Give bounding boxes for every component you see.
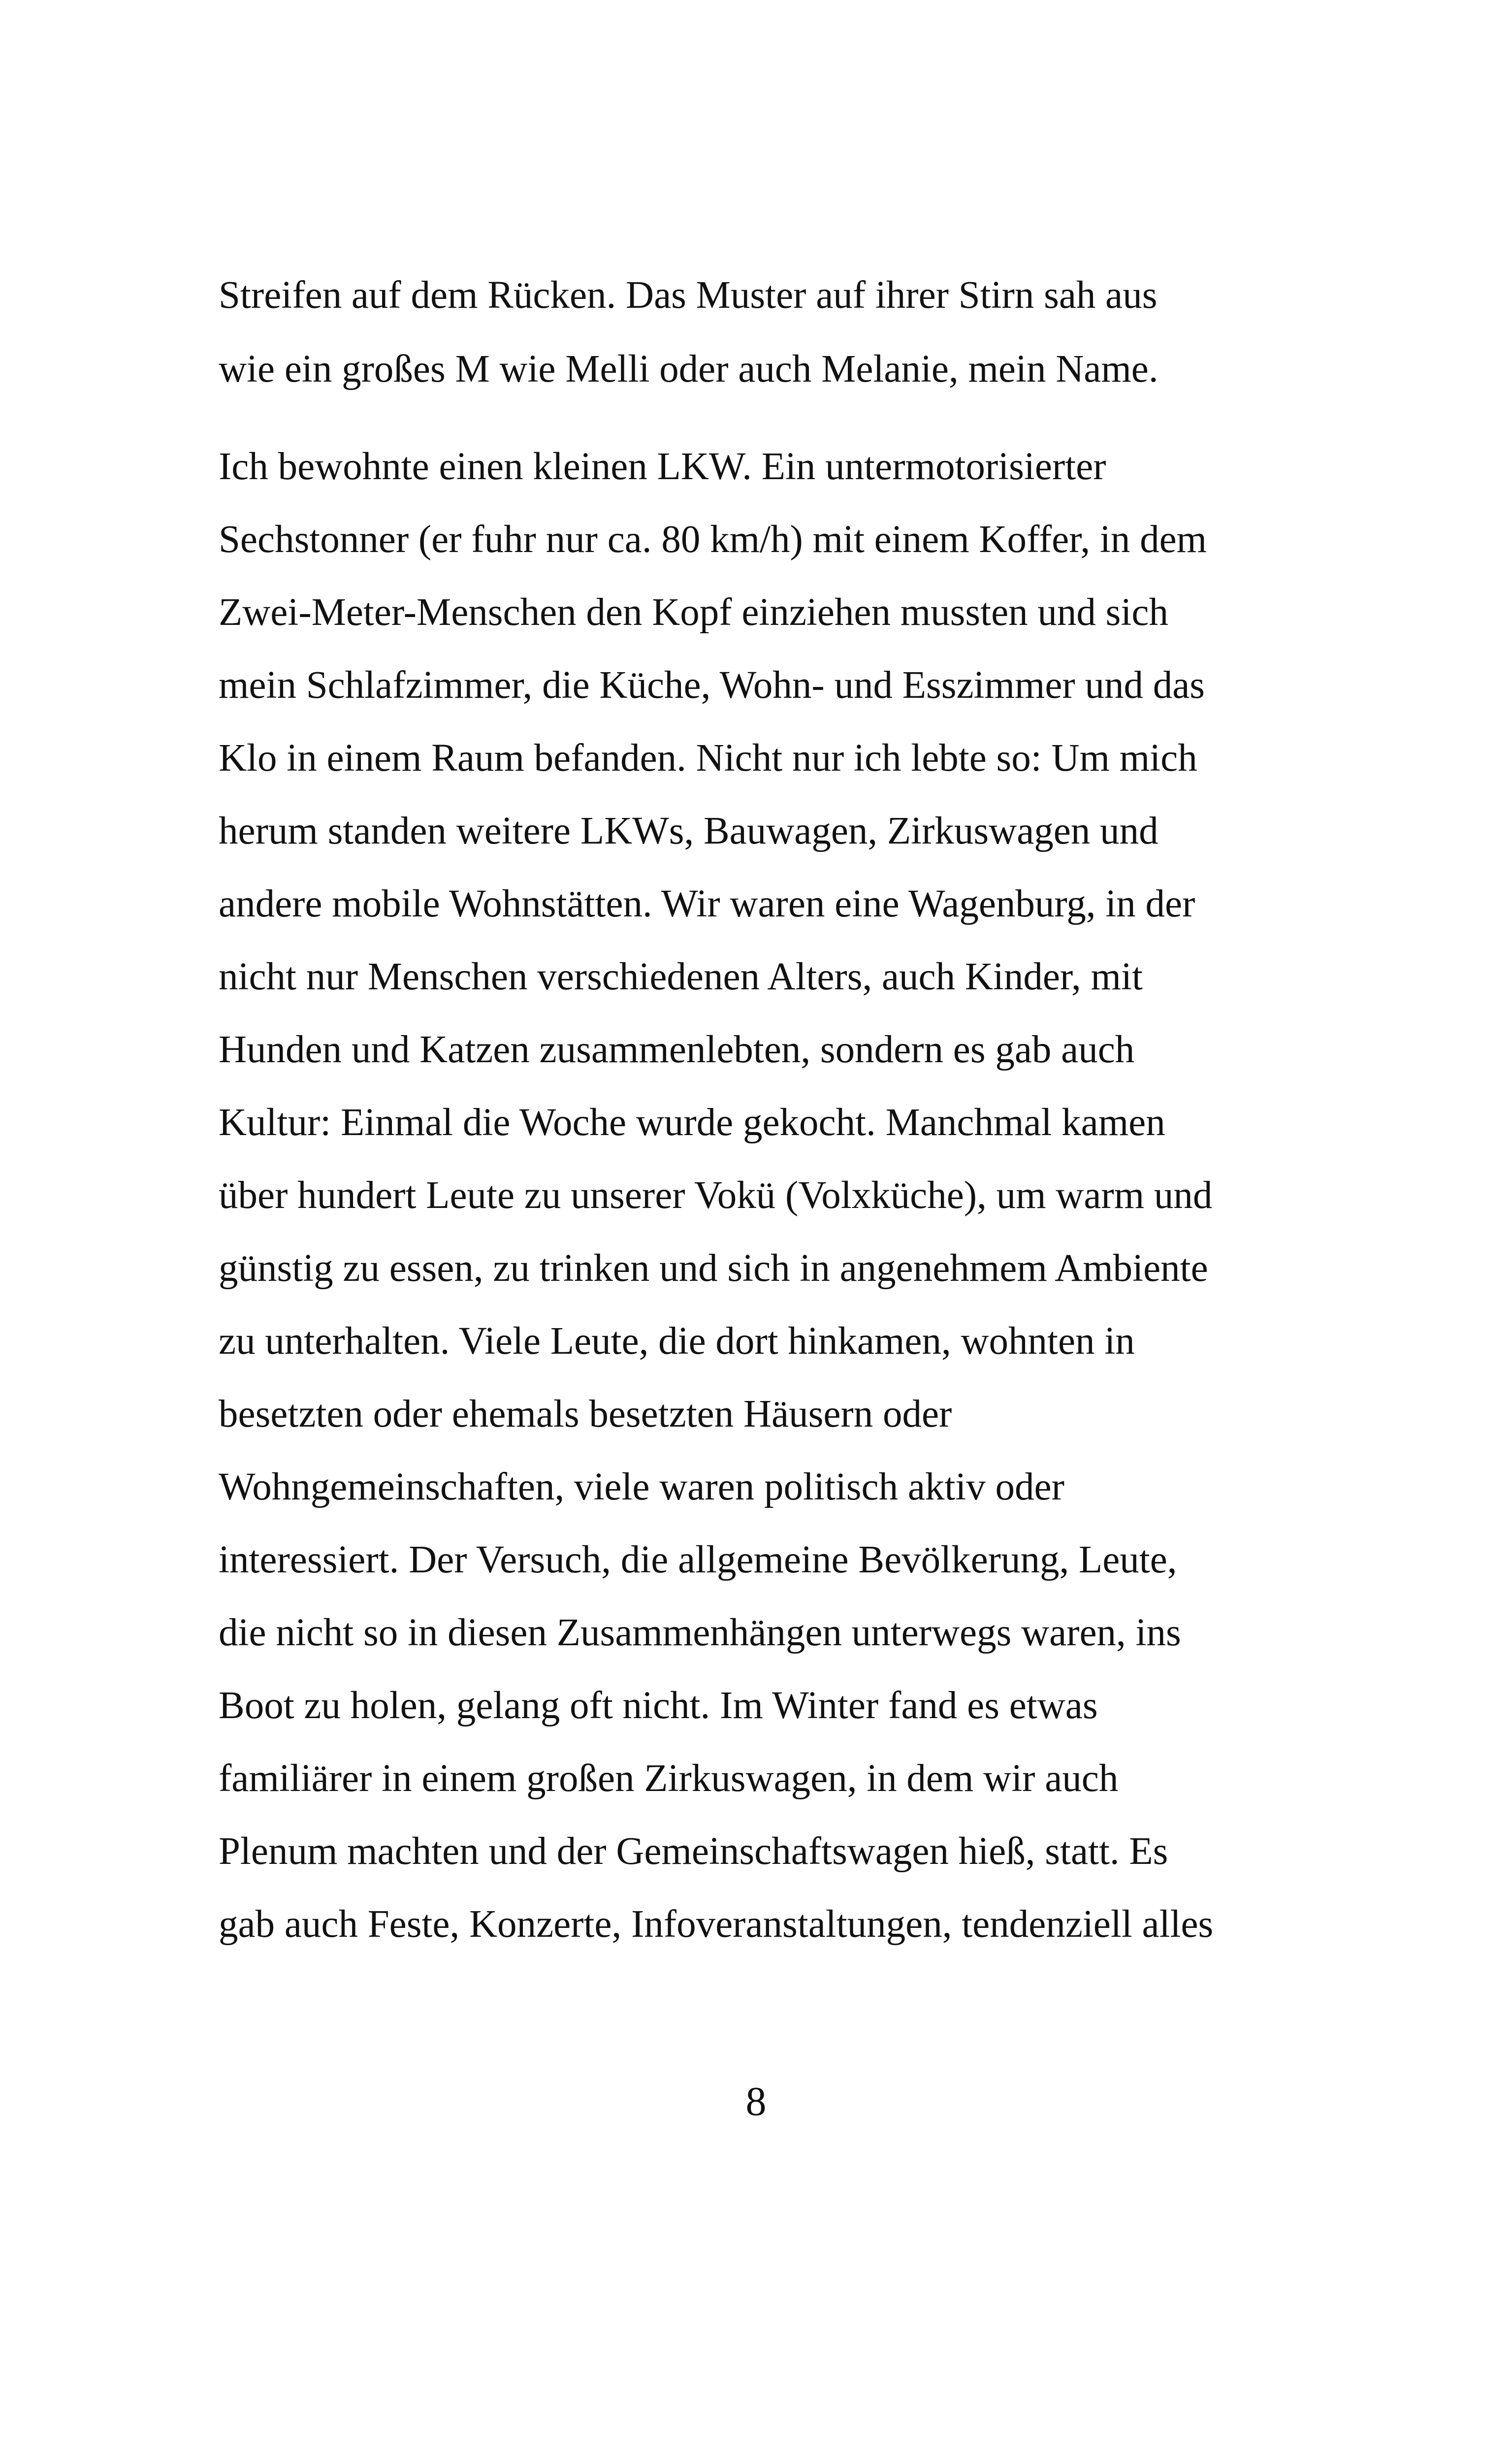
text-line: besetzten oder ehemals besetzten Häusern oder <box>219 1393 952 1435</box>
text-line: andere mobile Wohnstätten. Wir waren eine Wagenburg, in der <box>219 882 1195 925</box>
text-line: über hundert Leute zu unserer Vokü (Volxküche), um warm und <box>219 1174 1213 1217</box>
text-line: Ich bewohnte einen kleinen LKW. Ein untermotorisierter <box>219 445 1106 488</box>
text-line: Boot zu holen, gelang oft nicht. Im Winter fand es etwas <box>219 1684 1098 1727</box>
text-line: Klo in einem Raum befanden. Nicht nur ich lebte so: Um mich <box>219 737 1197 780</box>
text-line: wie ein großes M wie Melli oder auch Melanie, mein Name. <box>219 348 1158 391</box>
text-line: zu unterhalten. Viele Leute, die dort hinkamen, wohnten in <box>219 1320 1135 1363</box>
text-line: mein Schlafzimmer, die Küche, Wohn- und Esszimmer und das <box>219 664 1205 707</box>
text-line: Streifen auf dem Rücken. Das Muster auf ihrer Stirn sah aus <box>219 274 1158 317</box>
text-line: familiärer in einem großen Zirkuswagen, in dem wir auch <box>219 1757 1119 1800</box>
text-line: Hunden und Katzen zusammenlebten, sondern es gab auch <box>219 1028 1135 1071</box>
text-line: interessiert. Der Versuch, die allgemeine Bevölkerung, Leute, <box>219 1538 1177 1581</box>
text-line: herum standen weitere LKWs, Bauwagen, Zirkuswagen und <box>219 810 1158 852</box>
text-line: die nicht so in diesen Zusammenhängen unterwegs waren, ins <box>219 1611 1181 1654</box>
text-line: nicht nur Menschen verschiedenen Alters, auch Kinder, mit <box>219 955 1143 998</box>
text-line: Zwei-Meter-Menschen den Kopf einziehen mussten und sich <box>219 591 1168 634</box>
text-line: Plenum machten und der Gemeinschaftswagen hieß, statt. Es <box>219 1830 1168 1873</box>
text-line: Sechstonner (er fuhr nur ca. 80 km/h) mit einem Koffer, in dem <box>219 518 1207 561</box>
text-line: günstig zu essen, zu trinken und sich in angenehmem Ambiente <box>219 1247 1208 1290</box>
text-line: Wohngemeinschaften, viele waren politisch aktiv oder <box>219 1466 1064 1508</box>
page-number: 8 <box>745 2079 767 2124</box>
text-line: Kultur: Einmal die Woche wurde gekocht. Manchmal kamen <box>219 1101 1165 1144</box>
text-line: gab auch Feste, Konzerte, Infoveranstaltungen, tendenziell alles <box>219 1903 1214 1946</box>
